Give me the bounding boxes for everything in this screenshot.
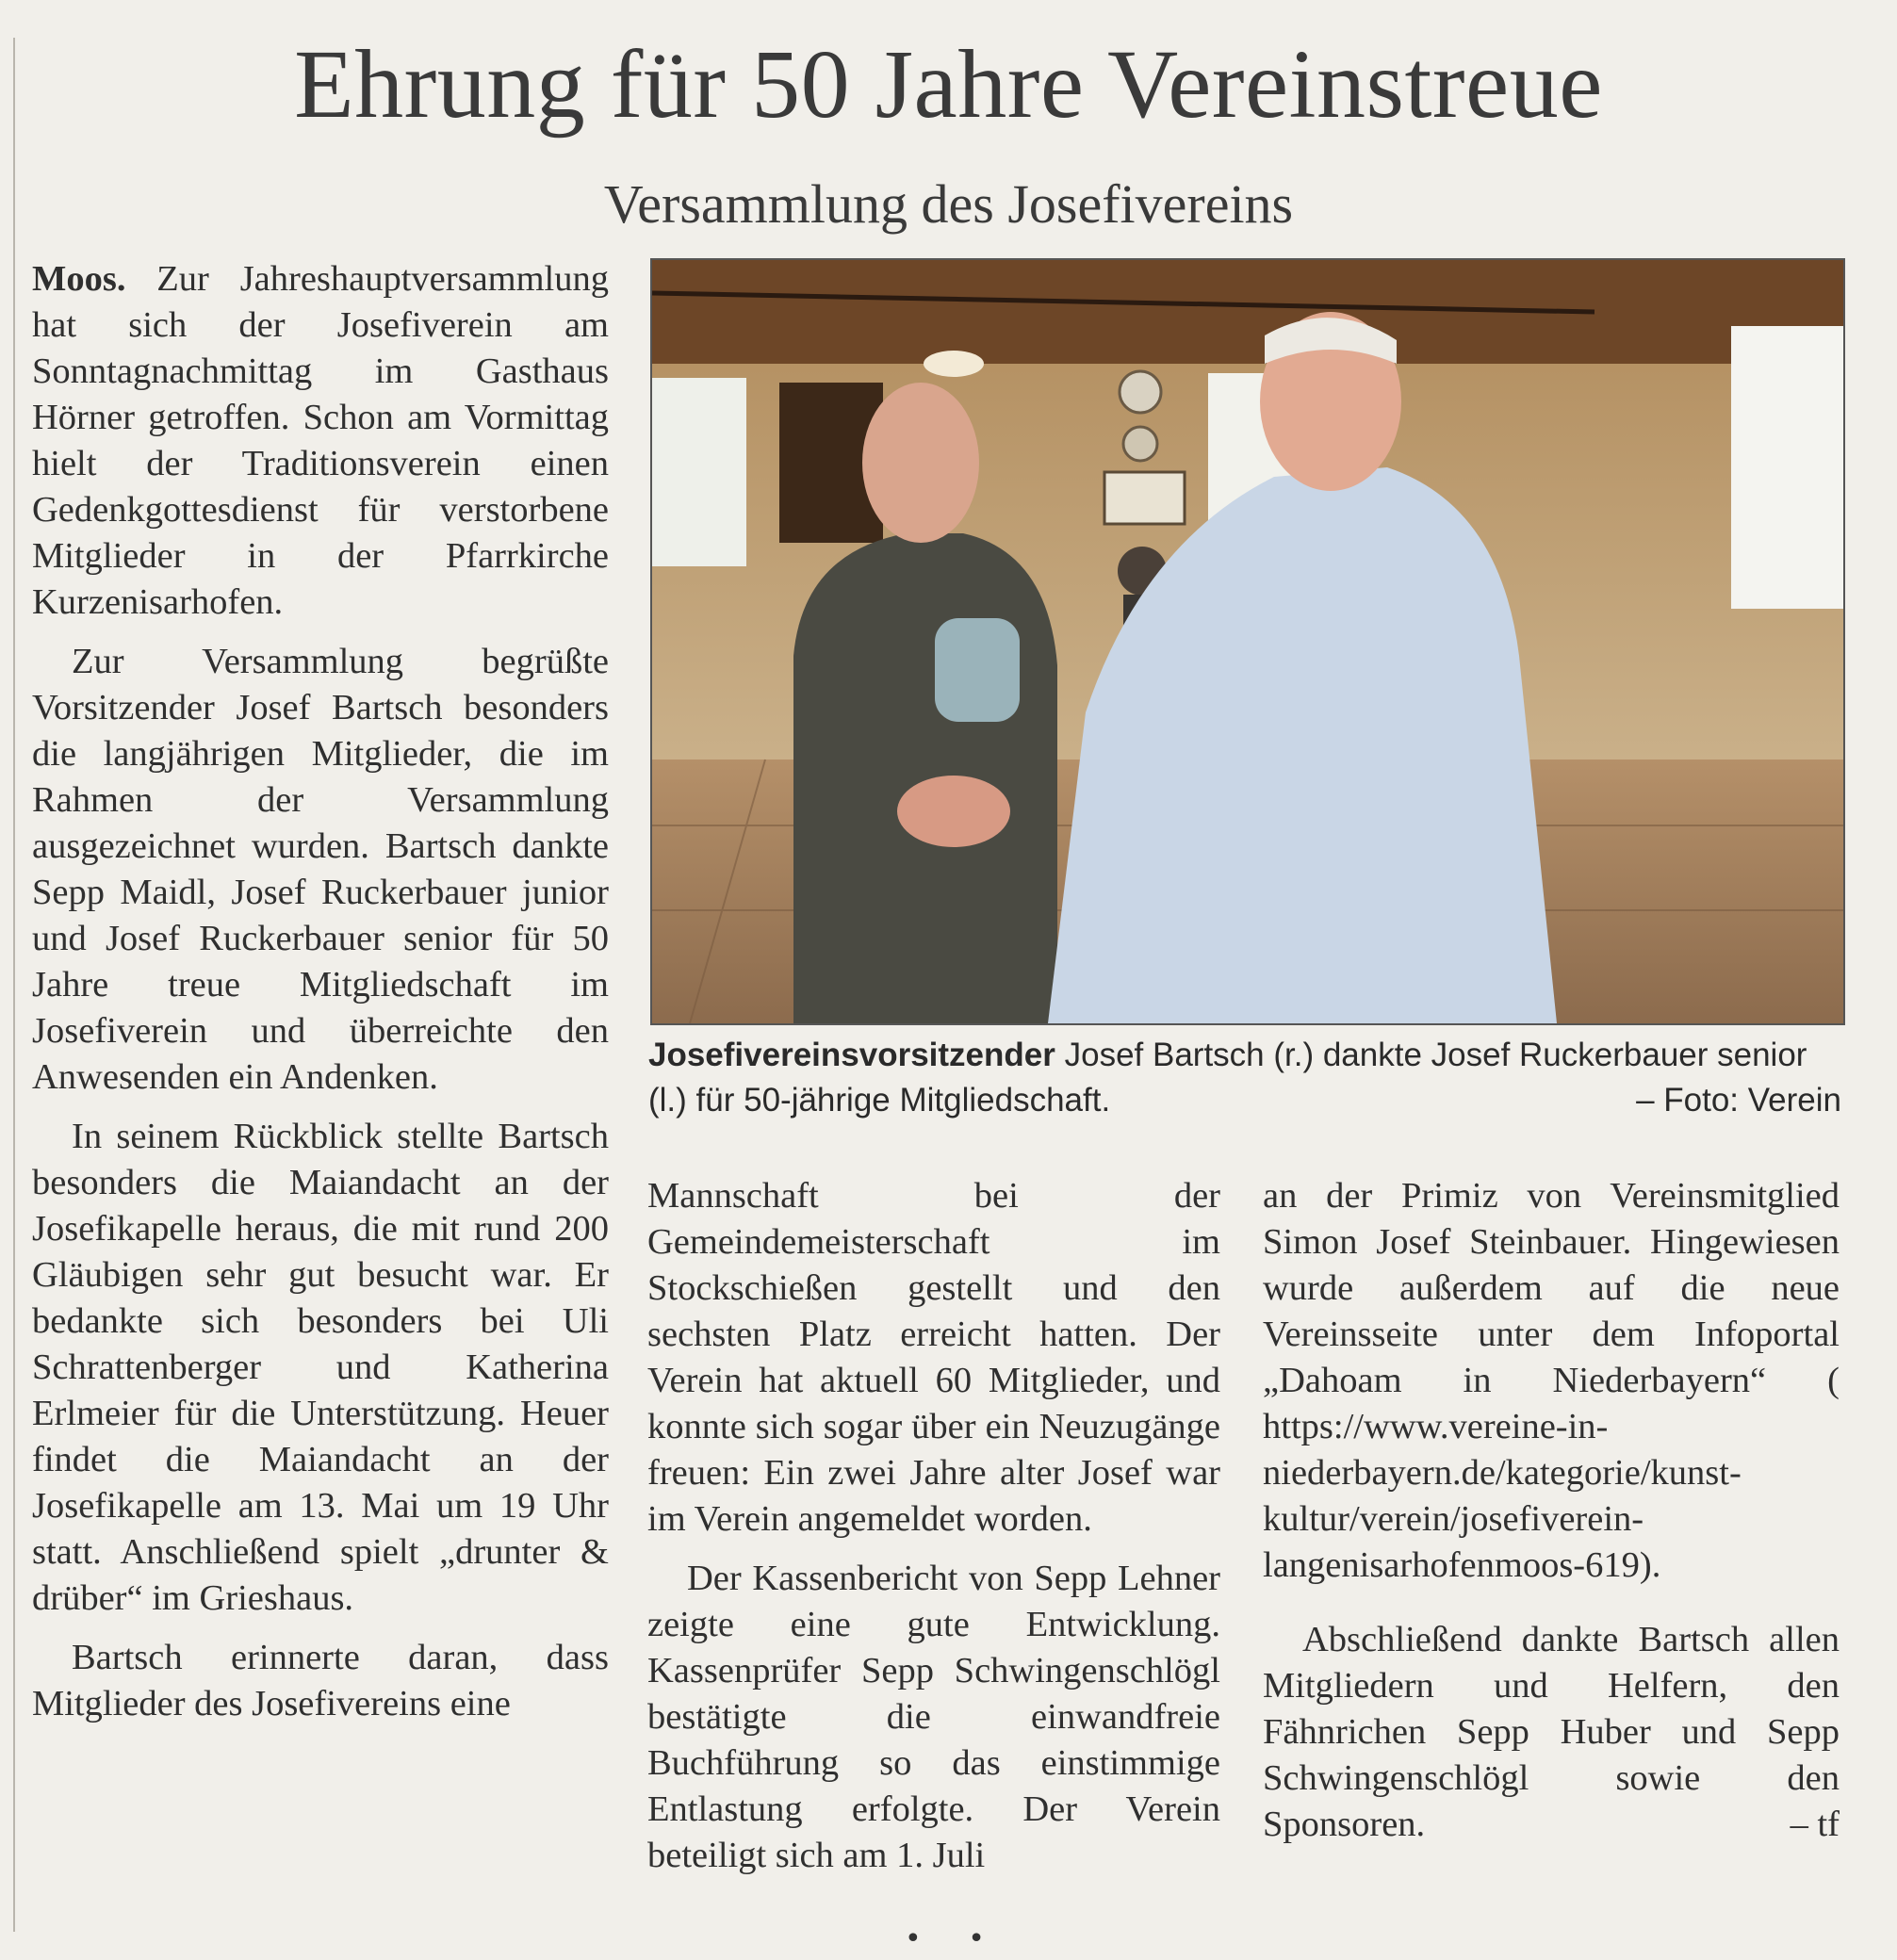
paragraph: Zur Versammlung begrüßte Vorsitzender Josef Bartsch besonders die langjährigen Mitglieder, die im Rahmen der Versammlung ausgezeichnet wurden. Bartsch dankte Sepp Maidl, Josef Ruckerbauer junior und Josef Ruckerbauer senior für 50 Jahre treue Mitgliedschaft im Josefiverein und überreichte den Anwesenden ein Andenken.: [32, 642, 609, 1097]
paragraph: In seinem Rückblick stellte Bartsch besonders die Maiandacht an der Josefikapelle heraus, die mit rund 200 Gläubigen sehr gut besucht war. Er bedankte sich besonders bei Uli Schrattenberger und Katherina Erlmeier für die Unterstützung. Heuer findet die Maiandacht an der Josefikapelle am 13. Mai um 19 Uhr statt. Anschließend spielt „drunter & drüber“ im Grieshaus.: [32, 1117, 609, 1618]
man-left-head: [862, 383, 979, 543]
paragraph: [1263, 1617, 1840, 1848]
column-rule: [13, 38, 15, 1932]
window-right: [1731, 326, 1843, 609]
photo-caption: [648, 1033, 1841, 1123]
glass-trophy: [935, 618, 1020, 722]
article-column-2: [647, 1173, 1220, 1892]
headline: Ehrung für 50 Jahre Vereinstreue: [294, 30, 1603, 139]
article-column-1: [32, 256, 609, 1740]
intro-text: Zur Jahreshauptversammlung hat sich der Josefiverein am Sonntagnachmittag im Gasthaus Hörner getroffen. Schon am Vormittag hielt der Traditionsverein einen Gedenkgottesdienst für verstorbene Mitglieder in der Pfarrkirche Kurzenisarhofen.: [32, 259, 610, 622]
window-left: [652, 378, 746, 566]
paragraph: Mannschaft bei der Gemeindemeisterschaft im Stockschießen gestellt und den sechsten Platz erreicht hatten. Der Verein hat aktuell 60 Mitglieder, und konnte sich sogar über ein Neuzugänge freuen: Ein zwei Jahre alter Josef war im Verein angemeldet worden.: [647, 1176, 1220, 1539]
article-column-3: [1263, 1173, 1840, 1861]
caption-text: Josef Bartsch (r.) dankte Josef Ruckerbauer senior (l.) für 50-jährige Mitgliedschaft.: [648, 1037, 1807, 1119]
wood-ceiling: [652, 260, 1843, 364]
paragraph-intro: [32, 256, 609, 626]
article-photo: [650, 258, 1845, 1025]
page-dots: • •: [905, 1922, 1004, 1955]
wall-plate: [1120, 371, 1161, 413]
paragraph: an der Primiz von Vereinsmitglied Simon Josef Steinbauer. Hingewiesen wurde außerdem auf die neue Vereinsseite unter dem Infoportal „Dahoam in Niederbayern“ ( https://www.vereine-in-niederbayern.de/kategorie/kunst-kultur/verein/josefiverein-langenisarhofenmoos-619).: [1263, 1176, 1840, 1585]
photo-credit: – Foto: Verein: [1636, 1082, 1841, 1119]
author-signature: – tf: [1790, 1805, 1840, 1844]
paragraph: Bartsch erinnerte daran, dass Mitglieder des Josefivereins eine: [32, 1638, 609, 1723]
subheadline: Versammlung des Josefivereins: [603, 173, 1294, 235]
caption-lead: Josefivereinsvorsitzender: [648, 1037, 1055, 1073]
wall-plate: [1123, 427, 1157, 461]
dateline: Moos.: [32, 259, 126, 299]
ceiling-lamp: [924, 351, 984, 377]
picture-frame: [1104, 472, 1185, 524]
man-left-body: [793, 533, 1057, 1023]
paragraph: Der Kassenbericht von Sepp Lehner zeigte eine gute Entwicklung. Kassenprüfer Sepp Schwingenschlögl bestätigte die einwandfreie Buchführung so das einstimmige Entlastung erfolgte. Der Verein beteiligt sich am 1. Juli: [647, 1559, 1220, 1875]
handshake: [897, 776, 1010, 847]
photo-illustration: [652, 260, 1843, 1023]
closing-text: Abschließend dankte Bartsch allen Mitgliedern und Helfern, den Fähnrichen Sepp Huber und Sepp Schwingenschlögl sowie den Sponsoren.: [1263, 1620, 1840, 1844]
